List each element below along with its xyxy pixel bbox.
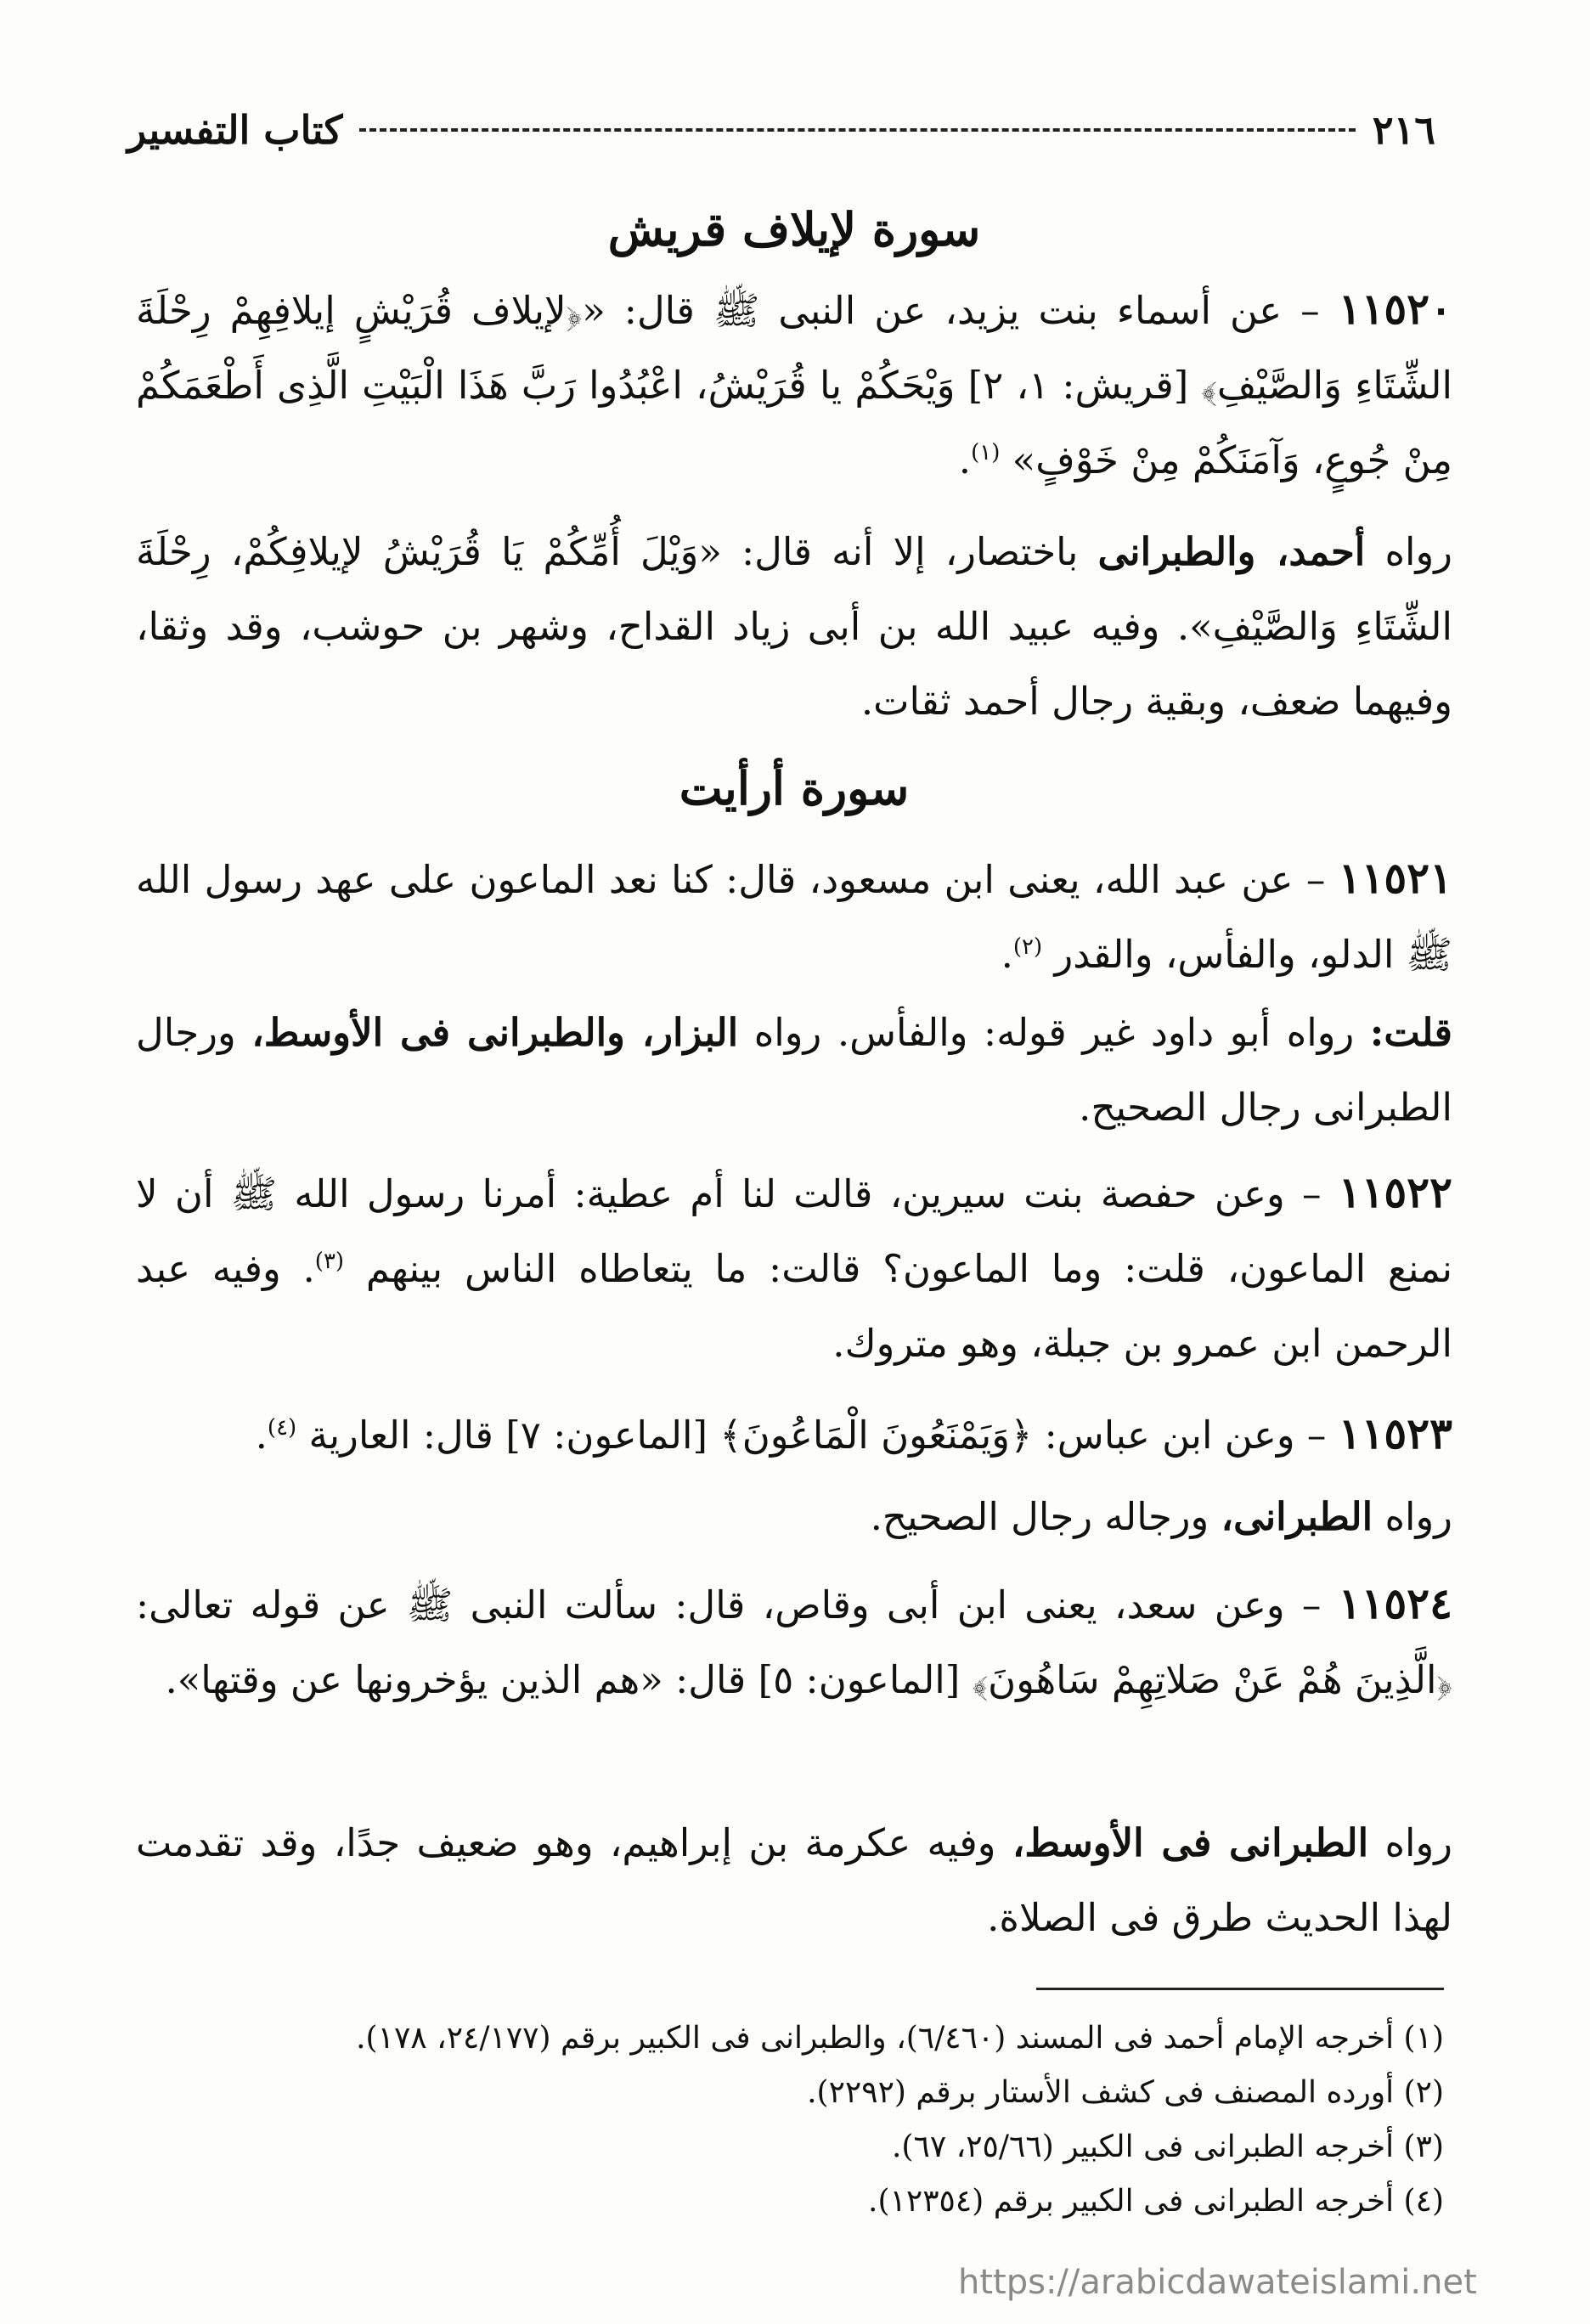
- footnote-separator: [1036, 1988, 1444, 1990]
- narration-text: قلت: رواه أبو داود غير قوله: والفأس. رواه البزار، والطبرانى فى الأوسط، ورجال الطبرانى رجال الصحيح.: [136, 1010, 1452, 1130]
- narrators: الطبرانى،: [1221, 1494, 1373, 1539]
- hadith-body: – وعن سعد، يعنى ابن أبى وقاص، قال: سألت النبى ﷺ عن قوله تعالى: ﴿الَّذِينَ هُمْ عَنْ صَلاتِهِمْ سَاهُونَ﴾ [الماعون: ٥] قال: «هم الذين يؤخرونها عن وقتها».: [136, 1582, 1452, 1702]
- hadith-entry: [136, 1396, 1452, 1473]
- hadith-text: ١١٥٢٣ – وعن ابن عباس: ﴿وَيَمْنَعُونَ الْمَاعُونَ﴾ [الماعون: ٧] قال: العارية $^{(٤)}$.: [255, 1408, 1452, 1458]
- narration-text: رواه الطبرانى، ورجاله رجال الصحيح.: [870, 1494, 1452, 1539]
- footnote: (٤) أخرجه الطبرانى فى الكبير برقم (١٢٣٥٤).: [868, 2184, 1444, 2219]
- section-quraysh: [136, 199, 1452, 260]
- hadith-entry: [136, 1155, 1452, 1381]
- footnote-ref[interactable]: (١): [971, 440, 1001, 465]
- hadith-entry: [136, 272, 1452, 498]
- hadith-number: ١١٥٢٤: [1338, 1578, 1452, 1628]
- hadith-text: [136, 1566, 1452, 1718]
- narrators: الطبرانى فى الأوسط،: [1012, 1820, 1369, 1865]
- narration-text: رواه الطبرانى فى الأوسط، وفيه عكرمة بن إبراهيم، وهو ضعيف جدًا، وقد تقدمت لهذا الحديث طرق فى الصلاة.: [136, 1820, 1452, 1940]
- hadith-number: ١١٥٢١: [1338, 853, 1452, 903]
- footnote: (٣) أخرجه الطبرانى فى الكبير (٢٥/٦٦، ٦٧).: [891, 2129, 1444, 2164]
- hadith-text: ١١٥٢١ – عن عبد الله، يعنى ابن مسعود، قال: كنا نعد الماعون على عهد رسول الله ﷺ الدلو، والفأس، والقدر $^{(٢)}$.: [136, 853, 1452, 977]
- section-title: سورة أرأيت: [679, 761, 910, 815]
- footnote-ref[interactable]: (٤): [267, 1415, 297, 1441]
- footnote: (١) أخرجه الإمام أحمد فى المسند (٦/٤٦٠)، والطبرانى فى الكبير برقم (٢٤/١٧٧، ١٧٨).: [356, 2021, 1444, 2056]
- page-number: ٢١٦: [1372, 107, 1435, 153]
- hadith-body: – وعن حفصة بنت سيرين، قالت لنا أم عطية: أمرنا رسول الله ﷺ أن لا نمنع الماعون، قلت: وما الماعون؟ قالت: ما يتعاطاه الناس بينهم: [136, 1171, 1452, 1291]
- narration-text: رواه أحمد، والطبرانى باختصار، إلا أنه قال: «وَيْلَ أُمِّكُمْ يَا قُرَيْشُ لإيلافِكُمْ، رِحْلَةَ الشِّتَاءِ وَالصَّيْفِ». وفيه عبيد الله بن أبى زياد القداح، وشهر بن حوشب، وقد وثقا، وفيهما ضعف، وبقية رجال أحمد ثقات.: [136, 529, 1452, 724]
- hadith-body: – عن عبد الله، يعنى ابن مسعود، قال: كنا نعد الماعون على عهد رسول الله ﷺ الدلو، والفأس، والقدر: [136, 857, 1452, 977]
- hadith-entry: [136, 841, 1452, 992]
- narrators: أحمد، والطبرانى: [1097, 529, 1366, 574]
- narration-note: [136, 515, 1452, 739]
- hadith-body: – وعن ابن عباس: ﴿وَيَمْنَعُونَ الْمَاعُونَ﴾ [الماعون: ٧] قال: العارية: [308, 1413, 1327, 1458]
- footnote: (٢) أورده المصنف فى كشف الأستار برقم (٢٢٩٢).: [807, 2075, 1444, 2110]
- running-header: [127, 100, 1435, 160]
- book-title: كتاب التفسير: [127, 107, 343, 153]
- hadith-body: – عن أسماء بنت يزيد، عن النبى ﷺ قال: «﴿لإيلاف قُرَيْشٍ إيلافِهِمْ رِحْلَةَ الشِّتَاءِ وَالصَّيْفِ﴾ [قريش: ١، ٢] وَيْحَكُمْ يا قُرَيْشُ، اعْبُدُوا رَبَّ هَذَا الْبَيْتِ الَّذِى أَطْعَمَكُمْ مِنْ جُوعٍ، وَآمَنَكُمْ مِنْ خَوْفٍ»: [136, 288, 1452, 482]
- section-araayta: [136, 758, 1452, 819]
- hadith-number: ١١٥٢٢: [1338, 1167, 1452, 1217]
- hadith-entry: [136, 1566, 1452, 1718]
- footnote-ref[interactable]: (٣): [314, 1249, 345, 1274]
- watermark-url: https://arabicdawateislami.net: [958, 2263, 1477, 2302]
- footnotes: [356, 2011, 1444, 2229]
- narration-note: [136, 1480, 1452, 1554]
- narration-note: [136, 996, 1452, 1145]
- narrators: البزار، والطبرانى فى الأوسط،: [251, 1010, 739, 1055]
- hadith-number: ١١٥٢٠: [1338, 284, 1452, 334]
- hadith-number: ١١٥٢٣: [1338, 1408, 1452, 1458]
- hadith-text: ١١٥٢٢ – وعن حفصة بنت سيرين، قالت لنا أم عطية: أمرنا رسول الله ﷺ أن لا نمنع الماعون، قلت: وما الماعون؟ قالت: ما يتعاطاه الناس بينهم $^{(٣)}$. وفيه عبد الرحمن ابن عمرو بن جبلة، وهو متروك.: [136, 1167, 1452, 1366]
- header-dashed-rule: [359, 128, 1356, 132]
- section-title: سورة لإيلاف قريش: [607, 202, 981, 257]
- hadith-text: ١١٥٢٠ – عن أسماء بنت يزيد، عن النبى ﷺ قال: «﴿لإيلاف قُرَيْشٍ إيلافِهِمْ رِحْلَةَ الشِّتَاءِ وَالصَّيْفِ﴾ [قريش: ١، ٢] وَيْحَكُمْ يا قُرَيْشُ، اعْبُدُوا رَبَّ هَذَا الْبَيْتِ الَّذِى أَطْعَمَكُمْ مِنْ جُوعٍ، وَآمَنَكُمْ مِنْ خَوْفٍ» $^{(١)}$.: [136, 284, 1452, 482]
- narration-note: [136, 1806, 1452, 1955]
- footnote-ref[interactable]: (٢): [1012, 934, 1043, 960]
